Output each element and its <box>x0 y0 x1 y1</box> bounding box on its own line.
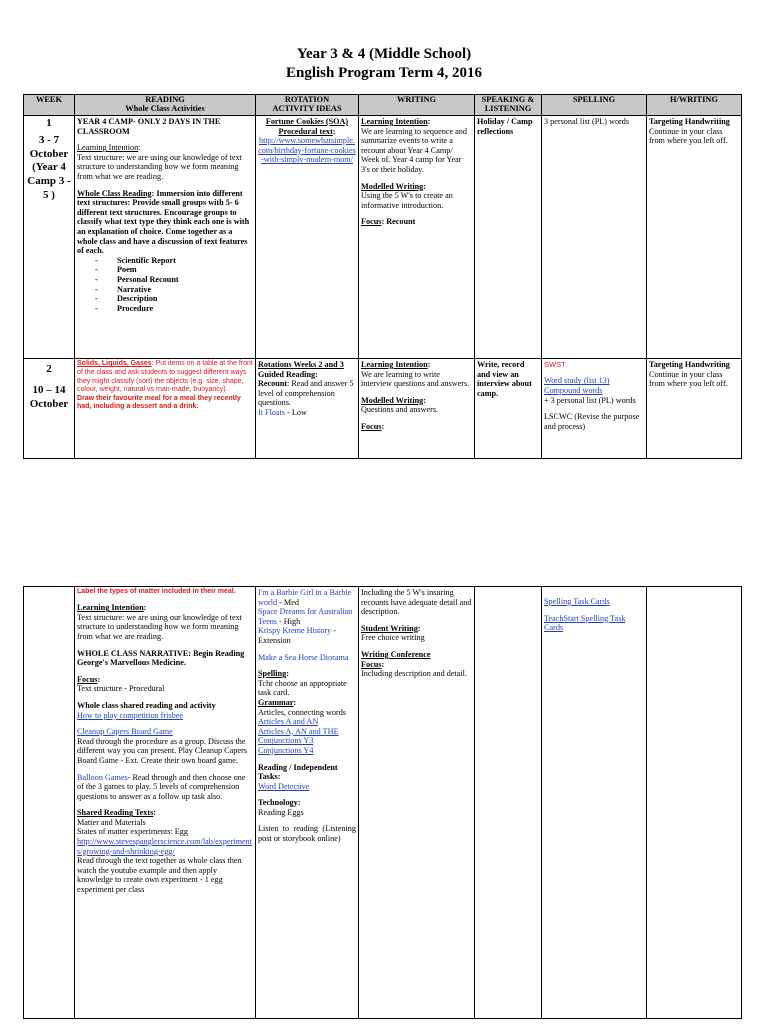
personal-list-text: + 3 personal list (PL) words <box>544 395 636 405</box>
writing-conference-focus-label: Focus <box>361 659 382 669</box>
hwriting-title: Targeting Handwriting <box>649 360 730 369</box>
label-matter-text: Label the types of matter included in their meal. <box>77 588 236 595</box>
level-extension: - Extension <box>258 626 337 645</box>
procedural-text-label: Procedural text <box>278 126 333 136</box>
learning-intention-label: Learning Intention <box>361 117 428 126</box>
student-writing-text: Free choice writing <box>361 633 425 643</box>
week-2-speaking-cell <box>475 359 542 459</box>
grammar-label: Grammar <box>258 697 294 707</box>
barbie-link[interactable]: I'm a Barbie Girl in a Barbie world <box>258 588 352 607</box>
spelling-task-cards-link[interactable]: Spelling Task Cards <box>544 597 610 606</box>
hwriting-text: Continue in your class from where you left off. <box>649 126 728 146</box>
week-note: (Year 4 Camp 3 - 5 ) <box>27 161 71 201</box>
learning-intention-text: Text structure: we are using our knowledge of text structure to understanding how we form meaning from what we are reading. <box>77 152 242 181</box>
week-2-cont-rotation-cell: I'm a Barbie Girl in a Barbie world - Med Space Dreams for Australian Teens - High Krispy Kreme History - Extension Make a Sea Horse Diorama Spelling: Tchr choose an appropriate task card. Grammar: Articles, connecting words Articles A and AN Articles A, AN and THE Conjunctions Y3 Conjunctions Y4 Reading / Independent Tasks: Word Detective Technology: Reading Eggs Listen to reading (Listening post or storybook online) <box>256 587 359 1019</box>
learning-intention-text: Text structure: we are using our knowledge of text structure to understanding how we form meaning from what we are reading. <box>77 612 242 641</box>
col-header-reading: READING Whole Class Activities <box>75 95 256 116</box>
draw-meal-text: Draw their favourite meal for a meal they recently had, including a dessert and a drink. <box>77 395 241 411</box>
balloon-games-text: - Read through and then choose one of the 3 games to play. 5 levels of comprehension questions to answer as a follow up task also. <box>77 772 246 801</box>
week-dates: 3 - 7 October <box>29 133 69 160</box>
whole-class-reading-text: : Immersion into different text structures: Provide small groups with 5- 6 different text structures. Encourage groups to classify what text type they think each one is with an explanation of choice. Come together as a whole class and have a discussion of text features of each. <box>77 188 250 256</box>
table-row-week-1 <box>24 116 742 359</box>
spelling-text: Tchr choose an appropriate task card. <box>258 678 347 698</box>
space-dreams-link[interactable]: Space Dreams for Australian Teens <box>258 607 353 626</box>
swst-label: SWST <box>544 360 566 369</box>
level-high: - High <box>276 616 301 626</box>
teachstart-task-cards-link[interactable]: TeachStart Spelling Task Cards <box>544 613 626 633</box>
conjunctions-y4-link[interactable]: Conjunctions Y4 <box>258 745 314 755</box>
col-header-speaking: SPEAKING & LISTENING <box>475 95 542 116</box>
independent-tasks-label: Reading / Independent Tasks <box>258 762 338 782</box>
list-item: - Narrative <box>117 285 253 295</box>
list-item: - Personal Recount <box>117 275 253 285</box>
week-2-cont-spelling-cell <box>542 587 647 1019</box>
listen-to-reading-text: Listen to reading (Listening post or storybook online) <box>258 824 356 844</box>
page-title-line-2: English Program Term 4, 2016 <box>286 65 482 81</box>
text-types-list <box>77 256 253 314</box>
week-2-cont-writing-cell: Including the 5 W's insuring recounts have adequate detail and description. Student Writing: Free choice writing Writing Conference Focus: Including description and detail. <box>359 587 475 1019</box>
modelled-writing-text: Using the 5 W's to create an informative introduction. <box>361 191 453 210</box>
learning-intention-label: Learning Intention <box>77 143 139 153</box>
frisbee-link[interactable]: How to play competition frisbee <box>77 710 183 720</box>
fortune-cookies-link[interactable]: http://www.somewhatsimple.com/birthday-fortune-cookies-with-simply-modern-mom/ <box>258 136 356 165</box>
cleanup-capers-link[interactable]: Cleanup Capers Board Game <box>77 727 173 737</box>
egg-experiment-link[interactable]: http://www.stevespanglerscience.com/lab/experiments/growing-and-shrinking-egg/ <box>77 837 252 856</box>
hwriting-title: Targeting Handwriting <box>649 117 730 126</box>
conjunctions-y3-link[interactable]: Conjunctions Y3 <box>258 736 314 746</box>
hwriting-text: Continue in your class from where you left off. <box>649 369 728 389</box>
col-header-week: WEEK <box>24 95 75 116</box>
level-med: - Med <box>277 597 299 607</box>
program-table-continued <box>23 586 742 1019</box>
focus-text: : Recount <box>381 217 416 227</box>
learning-intention-label: Learning Intention <box>77 603 144 613</box>
week-2-cont-hwriting-cell <box>647 587 742 1019</box>
week-1-writing-cell: Learning Intention: We are learning to sequence and summarize events to write a recount about Year 4 Camp/ Week of. Year 4 camp for Year 3's or their holiday. Modelled Writing: Using the 5 W's to create an informative introduction. Focus: Recount <box>359 116 475 359</box>
week-1-spelling-cell <box>542 116 647 359</box>
shared-text-1: Matter and Materials <box>77 817 146 827</box>
shared-texts-heading: Shared Reading Texts <box>77 808 154 818</box>
week-1-speaking-cell <box>475 116 542 359</box>
col-header-rotation: ROTATION ACTIVITY IDEAS <box>256 95 359 116</box>
speaking-text: Write, record and view an interview about camp. <box>477 360 532 398</box>
table-row-week-2 <box>24 359 742 459</box>
classify-activity-text: : Put items on a table at the front of the class and ask students to suggest different ways they might classify (sort) the objects (e.g. size, shape, colour, weight, natural vs man-made, buoyancy). <box>77 360 253 394</box>
writing-continued-text: Including the 5 W's insuring recounts have adequate detail and description. <box>361 588 472 617</box>
week-1-hwriting-cell <box>647 116 742 359</box>
week-number: 2 <box>46 363 52 375</box>
shared-reading-heading: Whole class shared reading and activity <box>77 700 216 710</box>
spelling-label: Spelling <box>258 669 287 679</box>
compound-words-link[interactable]: Compound words <box>544 385 603 395</box>
learning-intention-label: Learning Intention <box>361 360 428 369</box>
writing-conference-text: Including description and detail. <box>361 669 467 679</box>
week-2-cont-reading-cell: Label the types of matter included in their meal. Learning Intention: Text structure: we are using our knowledge of text structure to understanding how we form meaning from what we are reading. WHOLE CLASS NARRATIVE: Begin Reading George's Marvellous Medicine. Focus: Text structure - Procedural Whole class shared reading and activity How to play competition frisbee Cleanup Capers Board Game Read through the procedure as a group. Discuss the different way you can present. Play Cleanup Capers Board Game - Ext. Create their own board game. Balloon Games- Read through and then choose one of the 3 games to play. 5 levels of comprehension questions to answer as a follow up task also. Shared Reading Texts: Matter and Materials States of matter experiments: Egg http://www.stevespanglerscience.com/lab/experiments/growing-and-shrinking-egg/ Read through the text together as whole class then watch the youtube example and then apply knowledge to create own experiment - 1 egg experiment per class <box>75 587 256 1019</box>
table-row-week-2-continued <box>24 587 742 1019</box>
sea-horse-diorama-link[interactable]: Make a Sea Horse Diorama <box>258 652 349 662</box>
technology-text: Reading Eggs <box>258 807 304 817</box>
rotation-title: Rotations Weeks 2 and 3 <box>258 360 344 369</box>
focus-label: Focus <box>361 217 382 227</box>
articles-a-an-link[interactable]: Articles A and AN <box>258 717 319 727</box>
rotation-title: Fortune Cookies (SOA) <box>265 117 349 126</box>
lscwc-text: LSCWC (Revise the purpose and process) <box>544 412 640 431</box>
whole-class-reading-label: Whole Class Reading <box>77 188 152 198</box>
level-low: - Low <box>285 407 307 417</box>
articles-a-an-the-link[interactable]: Articles A, AN and THE <box>258 726 339 736</box>
week-2-hwriting-cell <box>647 359 742 459</box>
modelled-writing-label: Modelled Writing <box>361 181 424 191</box>
week-1-rotation-cell: Fortune Cookies (SOA) Procedural text: http://www.somewhatsimple.com/birthday-fortune-cookies-with-simply-modern-mom/ <box>256 116 359 359</box>
camp-heading: YEAR 4 CAMP- ONLY 2 DAYS IN THE CLASSROOM <box>77 117 221 136</box>
speaking-text: Holiday / Camp reflections <box>477 117 533 136</box>
list-item: - Description <box>117 294 253 304</box>
week-2-rotation-cell: Rotations Weeks 2 and 3 Guided Reading: Recount: Read and answer 5 level of comprehension questions. It Floats - Low <box>256 359 359 459</box>
table-header-row <box>24 95 742 116</box>
egg-experiment-text: Read through the text together as whole class then watch the youtube example and then apply knowledge to create own experiment - 1 egg experiment per class <box>77 856 242 895</box>
week-number: 1 <box>46 117 52 129</box>
list-item: - Poem <box>117 265 253 275</box>
learning-intention-text: We are learning to sequence and summarize events to write a recount about Year 4 Camp/ Week of. Year 4 camp for Year 3's or their holiday. <box>361 126 467 174</box>
student-writing-label: Student Writing <box>361 623 418 633</box>
page-title-line-1: Year 3 & 4 (Middle School) <box>296 46 472 62</box>
week-2-cont-cell <box>24 587 75 1019</box>
shared-text-2: States of matter experiments: Egg <box>77 827 188 837</box>
focus-label: Focus <box>77 674 98 684</box>
week-2-cont-speaking-cell <box>475 587 542 1019</box>
week-2-cell <box>24 359 75 459</box>
word-study-link[interactable]: Word study (list 13) <box>544 376 610 386</box>
recount-text: : Read and answer 5 level of comprehension questions. <box>258 379 354 408</box>
grammar-text: Articles, connecting words <box>258 707 346 717</box>
modelled-writing-label: Modelled Writing <box>361 395 424 405</box>
technology-label: Technology <box>258 798 298 808</box>
week-1-cell <box>24 116 75 359</box>
week-2-spelling-cell <box>542 359 647 459</box>
list-item: - Procedure <box>117 304 253 314</box>
col-header-hwriting: H/WRITING <box>647 95 742 116</box>
word-detective-link[interactable]: Word Detective <box>258 781 310 791</box>
it-floats-link[interactable]: It Floats <box>258 407 286 417</box>
writing-conference-label: Writing Conference <box>361 649 431 659</box>
program-table-top <box>23 94 742 459</box>
col-header-writing: WRITING <box>359 95 475 116</box>
focus-text: Text structure - Procedural <box>77 684 165 694</box>
solids-liquids-gases-title: Solids, Liquids, Gases <box>77 360 152 367</box>
week-dates: 10 – 14 October <box>29 383 69 410</box>
week-2-writing-cell: Learning Intention: We are learning to write interview questions and answers. Modelled Writing: Questions and answers. Focus: <box>359 359 475 459</box>
week-1-reading-cell: YEAR 4 CAMP- ONLY 2 DAYS IN THE CLASSROOM Learning Intention: Text structure: we are using our knowledge of text structure to understanding how we form meaning from what we are reading. Whole Class Reading: Immersion into different text structures: Provide small groups with 5- 6 different text structures. Encourage groups to classify what text type they think each one is with an explanation of choice. Come together as a whole class and have a discussion of text features of each. - Scientific Report - Poem - Personal Recount - Narrative - Description - Procedure <box>75 116 256 359</box>
learning-intention-text: We are learning to write interview questions and answers. <box>361 369 470 389</box>
guided-reading-label: Guided Reading <box>258 369 316 379</box>
modelled-writing-text: Questions and answers. <box>361 405 439 415</box>
spelling-text: 3 personal list (PL) words <box>544 117 630 126</box>
list-item: - Scientific Report <box>117 256 253 266</box>
week-2-reading-cell <box>75 359 256 459</box>
col-header-spelling: SPELLING <box>542 95 647 116</box>
whole-class-narrative: WHOLE CLASS NARRATIVE: Begin Reading George's Marvellous Medicine. <box>77 648 245 668</box>
krispy-kreme-link[interactable]: Krispy Kreme History <box>258 626 332 636</box>
cleanup-capers-text: Read through the procedure as a group. Discuss the different way you can present. Play Cleanup Capers Board Game - Ext. Create their own board game. <box>77 736 247 765</box>
balloon-games-link[interactable]: Balloon Games <box>77 772 128 782</box>
focus-label: Focus <box>361 421 382 431</box>
recount-label: Recount <box>258 379 288 389</box>
